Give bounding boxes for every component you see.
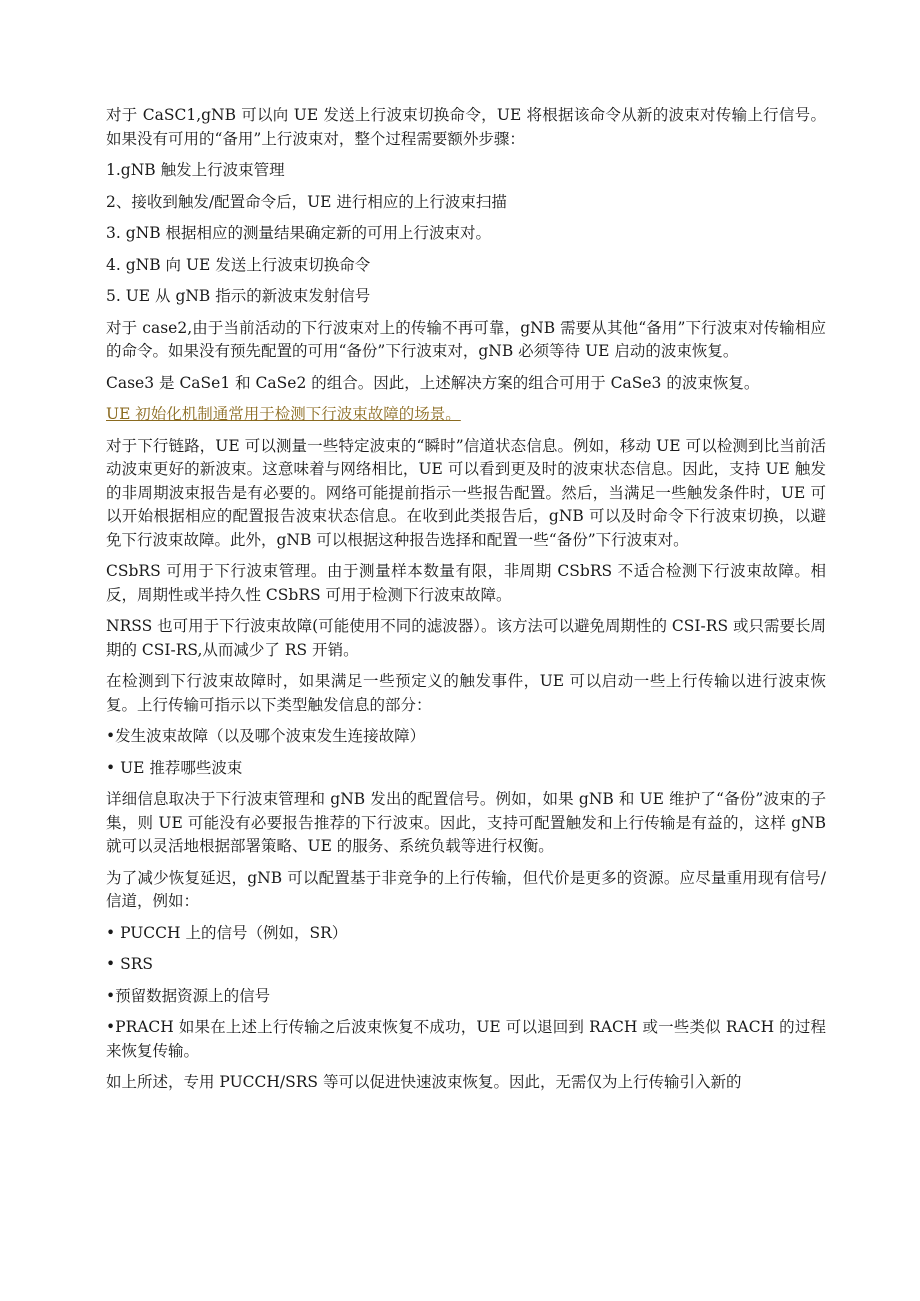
paragraph-detect-failure: 在检测到下行波束故障时，如果满足一些预定义的触发事件，UE 可以启动一些上行传输以进行波束恢复。上行传输可指示以下类型触发信息的部分：: [106, 672, 826, 714]
paragraph-csbrs: CSbRS 可用于下行波束管理。由于测量样本数量有限，非周期 CSbRS 不适合检测下行波束故障。相反，周期性或半持久性 CSbRS 可用于检测下行波束故障。: [106, 562, 826, 604]
paragraph-case2: 对于 case2,由于当前活动的下行波束对上的传输不再可靠，gNB 需要从其他“备用”下行波束对传输相应的命令。如果没有预先配置的可用“备份”下行波束对，gNB 必须等待 UE 启动的波束恢复。: [106, 318, 826, 360]
paragraph-conclusion: 如上所述，专用 PUCCH/SRS 等可以促进快速波束恢复。因此，无需仅为上行传输引入新的: [106, 1073, 742, 1091]
step-5: 5. UE 从 gNB 指示的新波束发射信号: [106, 287, 371, 305]
bullet-reserved-data: •预留数据资源上的信号: [106, 986, 271, 1005]
paragraph-details: 详细信息取决于下行波束管理和 gNB 发出的配置信号。例如，如果 gNB 和 UE 维护了“备份”波束的子集，则 UE 可能没有必要报告推荐的下行波束。因此，支持可配置触发和上行传输是有益的，这样 gNB 就可以灵活地根据部署策略、UE 的服务、系统负载等进行权衡。: [106, 790, 826, 855]
paragraph-downlink: 对于下行链路，UE 可以测量一些特定波束的“瞬时”信道状态信息。例如，移动 UE 可以检测到比当前活动波束更好的新波束。这意味着与网络相比，UE 可以看到更及时的波束状态信息。因此，支持 UE 触发的非周期波束报告是有必要的。网络可能提前指示一些报告配置。然后，当满足一些触发条件时，UE 可以开始根据相应的配置报告波束状态信息。在收到此类报告后，gNB 可以及时命令下行波束切换，以避免下行波束故障。此外，gNB 可以根据这种报告选择和配置一些“备份”下行波束对。: [106, 436, 826, 549]
step-1: 1.gNB 触发上行波束管理: [106, 161, 285, 179]
bullet-pucch: • PUCCH 上的信号（例如，SR）: [106, 923, 348, 942]
step-2: 2、接收到触发/配置命令后，UE 进行相应的上行波束扫描: [106, 192, 507, 211]
bullet-srs: • SRS: [106, 955, 153, 973]
paragraph-case3: Case3 是 CaSe1 和 CaSe2 的组合。因此，上述解决方案的组合可用于 CaSe3 的波束恢复。: [106, 373, 760, 392]
bullet-recommended-beams: • UE 推荐哪些波束: [106, 758, 243, 777]
ue-init-link[interactable]: UE 初始化机制通常用于检测下行波束故障的场景。: [106, 405, 461, 423]
document-body: [106, 104, 826, 1103]
step-4: 4. gNB 向 UE 发送上行波束切换命令: [106, 255, 371, 274]
bullet-prach: •PRACH 如果在上述上行传输之后波束恢复不成功，UE 可以退回到 RACH 或一些类似 RACH 的过程来恢复传输。: [106, 1018, 826, 1060]
step-3: 3. gNB 根据相应的测量结果确定新的可用上行波束对。: [106, 224, 492, 242]
bullet-beam-failure: •发生波束故障（以及哪个波束发生连接故障）: [106, 727, 426, 745]
paragraph-case1-intro: 对于 CaSC1,gNB 可以向 UE 发送上行波束切换命令，UE 将根据该命令从新的波束对传输上行信号。如果没有可用的“备用”上行波束对，整个过程需要额外步骤：: [106, 106, 826, 148]
paragraph-reduce-delay: 为了减少恢复延迟，gNB 可以配置基于非竞争的上行传输，但代价是更多的资源。应尽量重用现有信号/信道，例如：: [106, 868, 826, 910]
paragraph-nrss: NRSS 也可用于下行波束故障(可能使用不同的滤波器）。该方法可以避免周期性的 CSI-RS 或只需要长周期的 CSI-RS,从而减少了 RS 开销。: [106, 617, 826, 659]
